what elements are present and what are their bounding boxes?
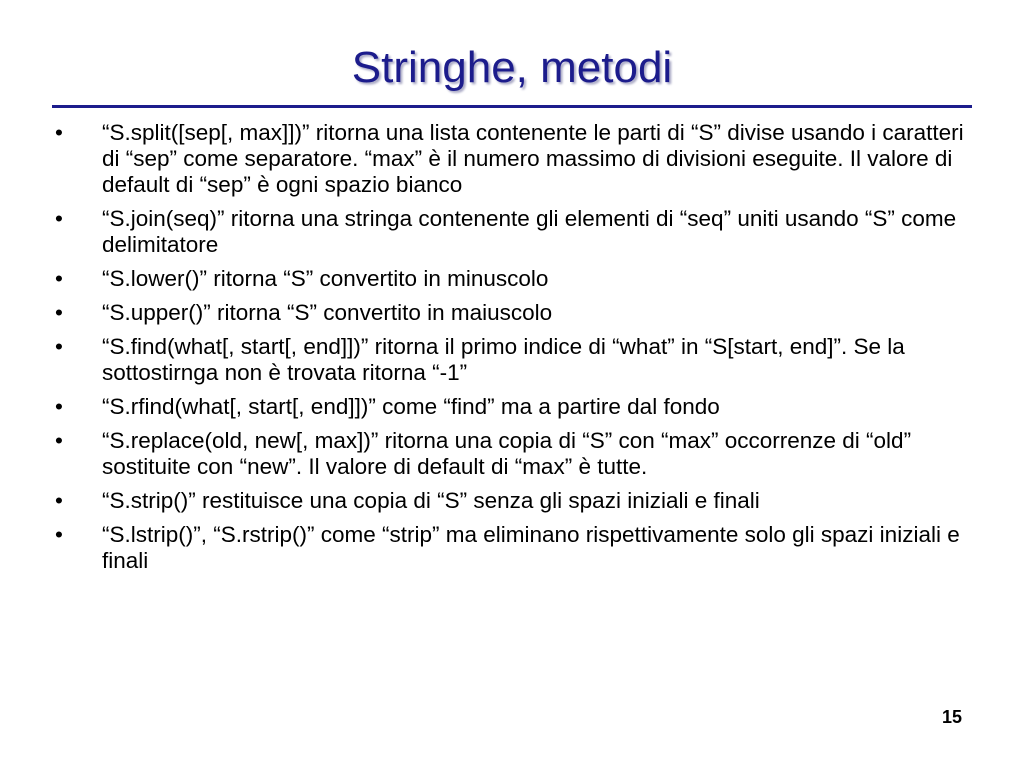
bullet-text: “S.rfind(what[, start[, end]])” come “find” ma a partire dal fondo: [102, 394, 720, 419]
bullet-item-replace: [52, 428, 972, 480]
bullet-item-upper: [52, 300, 972, 326]
bullet-text: “S.upper()” ritorna “S” convertito in maiuscolo: [102, 300, 553, 325]
bullet-icon: •: [55, 300, 63, 325]
bullet-item-lstrip-rstrip: [52, 522, 972, 574]
bullet-text: “S.strip()” restituisce una copia di “S” senza gli spazi iniziali e finali: [102, 488, 760, 513]
page-number: 15: [941, 707, 962, 727]
bullet-item-strip: [52, 488, 972, 514]
bullet-list: [52, 120, 972, 582]
bullet-text: “S.replace(old, new[, max])” ritorna una copia di “S” con “max” occorrenze di “old” sostituite con “new”. Il valore di default di “max” è tutte.: [102, 428, 912, 479]
bullet-icon: •: [55, 120, 63, 145]
bullet-icon: •: [55, 488, 63, 513]
bullet-text: “S.lower()” ritorna “S” convertito in minuscolo: [102, 266, 549, 291]
bullet-icon: •: [55, 428, 63, 453]
bullet-icon: •: [55, 206, 63, 231]
bullet-text: “S.join(seq)” ritorna una stringa contenente gli elementi di “seq” uniti usando “S” come delimitatore: [102, 206, 957, 257]
bullet-text: “S.lstrip()”, “S.rstrip()” come “strip” ma eliminano rispettivamente solo gli spazi iniziali e finali: [102, 522, 960, 573]
bullet-item-join: [52, 206, 972, 258]
bullet-item-rfind: [52, 394, 972, 420]
slide-title: Stringhe, metodi: [351, 43, 673, 92]
bullet-text: “S.find(what[, start[, end]])” ritorna il primo indice di “what” in “S[start, end]”. Se la sottostirnga non è trovata ritorna “-1”: [102, 334, 905, 385]
bullet-icon: •: [55, 394, 63, 419]
bullet-item-split: [52, 120, 972, 198]
bullet-item-find: [52, 334, 972, 386]
bullet-icon: •: [55, 266, 63, 291]
bullet-item-lower: [52, 266, 972, 292]
bullet-icon: •: [55, 334, 63, 359]
bullet-icon: •: [55, 522, 63, 547]
bullet-text: “S.split([sep[, max]])” ritorna una lista contenente le parti di “S” divise usando i caratteri di “sep” come separatore. “max” è il numero massimo di divisioni eseguite. Il valore di default di “sep” è ogni spazio bianco: [102, 120, 964, 197]
title-divider: [52, 105, 972, 108]
